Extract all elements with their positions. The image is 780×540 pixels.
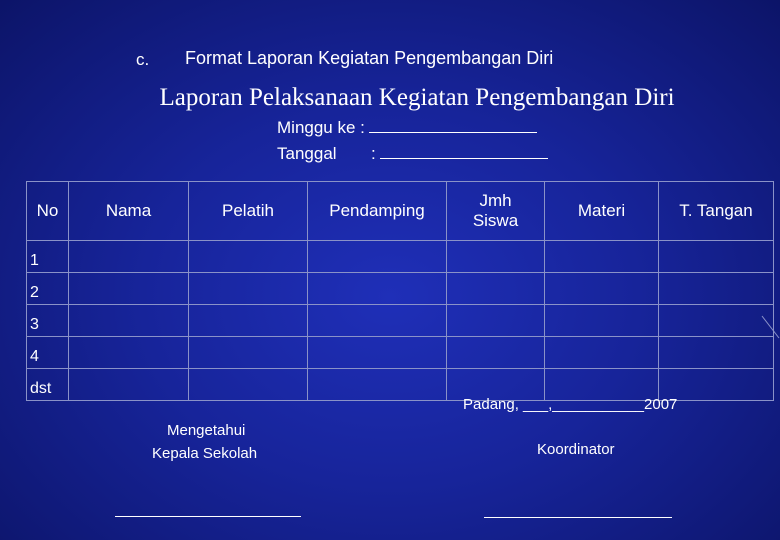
table-row [27,273,774,305]
table-cell [69,273,189,305]
table-row [27,241,774,273]
table-cell [189,273,308,305]
row-number: dst [27,369,69,401]
coordinator-label: Koordinator [537,441,615,458]
table-cell [69,337,189,369]
table-cell [545,305,659,337]
table-cell [308,241,447,273]
table-cell [659,273,774,305]
table-cell [659,337,774,369]
table-row [27,305,774,337]
header-no: No [27,182,69,241]
header-pendamping: Pendamping [308,182,447,241]
table-cell [447,337,545,369]
date-field [371,144,548,164]
table-cell [659,305,774,337]
table-cell [545,241,659,273]
section-label: c. [136,50,150,69]
header-jmh-siswa: Jmh Siswa [447,182,545,241]
row-number: 4 [27,337,69,369]
section-title: Format Laporan Kegiatan Pengembangan Diri [185,48,554,68]
acknowledged-label: Mengetahui [167,422,246,439]
table-cell [308,369,447,401]
table-row [27,337,774,369]
table-cell [189,305,308,337]
date-blank-line [380,144,548,159]
row-number: 3 [27,305,69,337]
table-cell [447,273,545,305]
principal-signature-line [115,516,301,517]
table-cell [69,369,189,401]
header-pelatih: Pelatih [189,182,308,241]
header-t-tangan: T. Tangan [659,182,774,241]
place-date-line: Padang, ___,___________2007 [463,396,678,413]
table-cell [189,241,308,273]
principal-label: Kepala Sekolah [152,445,258,462]
table-cell [545,273,659,305]
date-colon: : [371,144,376,163]
table-cell [308,337,447,369]
table-cell [447,241,545,273]
table-cell [308,305,447,337]
week-blank-line [369,118,537,133]
table-cell [545,337,659,369]
date-label: Tanggal [277,144,337,163]
row-number: 1 [27,241,69,273]
week-field [277,118,537,138]
table-cell [447,305,545,337]
header-materi: Materi [545,182,659,241]
header-nama: Nama [69,182,189,241]
table-cell [69,241,189,273]
table-cell [659,241,774,273]
table-cell [189,369,308,401]
week-label: Minggu ke : [277,118,365,137]
table-cell [308,273,447,305]
report-table [26,181,774,401]
coordinator-signature-line [484,517,672,518]
table-cell [189,337,308,369]
decorative-stroke [760,314,780,344]
table-header-row [27,182,774,241]
table-cell [69,305,189,337]
row-number: 2 [27,273,69,305]
document-title: Laporan Pelaksanaan Kegiatan Pengembangan Diri [159,84,675,111]
